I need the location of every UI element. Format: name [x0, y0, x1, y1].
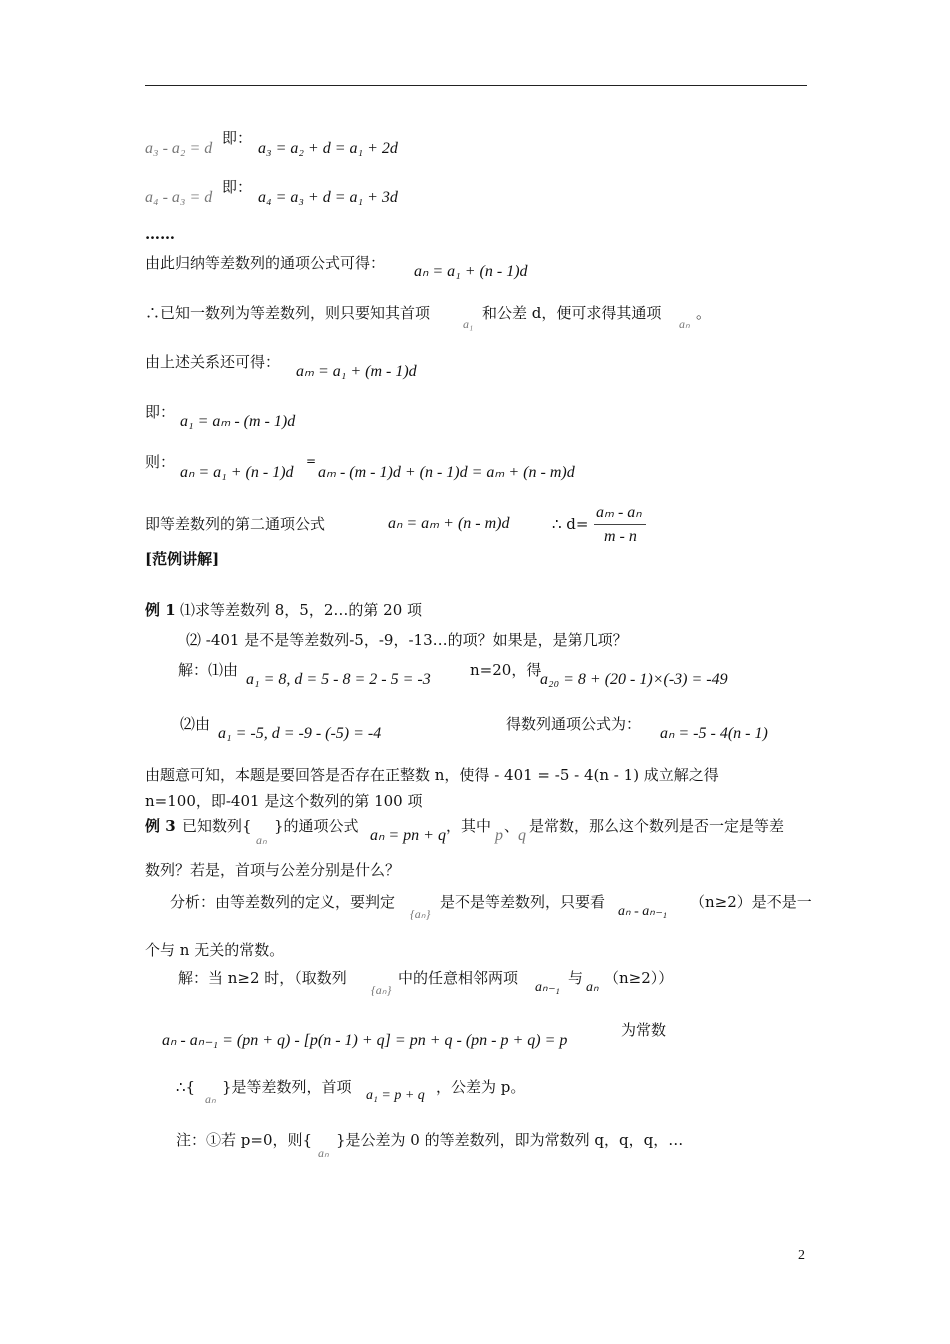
- note-text-2: }是公差为 0 的等差数列，即为常数列 q，q，q，…: [336, 1131, 684, 1149]
- symbol-an: aₙ: [256, 833, 267, 847]
- symbol-q: q: [518, 827, 526, 844]
- set-an: {aₙ}: [410, 907, 431, 921]
- analysis-text: 分析：由等差数列的定义，要判定: [170, 893, 396, 911]
- second-formula-text: 即等差数列的第二通项公式: [145, 515, 326, 533]
- label-ji: 即：: [145, 403, 176, 421]
- solution-2-text: ⑵由: [180, 715, 211, 733]
- solution-2-formula: a₁ = -5, d = -9 - (-5) = -4: [218, 725, 382, 742]
- example-1-question-1: ⑴求等差数列 8，5，2…的第 20 项: [180, 601, 423, 619]
- therefore-text-2: 和公差 d，便可求得其通项: [482, 304, 662, 322]
- solution-1-formula: a₁ = 8, d = 5 - 8 = 2 - 5 = -3: [246, 671, 431, 688]
- equals-sign: =: [306, 454, 317, 468]
- ellipsis: ……: [145, 225, 175, 243]
- solution-text-3: 与: [568, 969, 584, 987]
- symbol-an: aₙ: [205, 1092, 216, 1106]
- solution-2-mid: 得数列通项公式为：: [506, 715, 642, 733]
- induction-text: 由此归纳等差数列的通项公式可得：: [145, 254, 386, 272]
- example-3-label: 例 3: [145, 817, 176, 835]
- fraction-bar: [594, 524, 646, 525]
- conclusion-text-3: ，公差为 p。: [436, 1078, 526, 1096]
- page-number: 2: [798, 1248, 805, 1263]
- section-heading: [范例讲解]: [145, 550, 220, 568]
- example-3-text-4: 是常数，那么这个数列是否一定是等差: [529, 817, 785, 835]
- symbol-an: aₙ: [586, 980, 599, 995]
- solution-2-result: aₙ = -5 - 4(n - 1): [660, 725, 768, 742]
- relation-text: 由上述关系还可得：: [145, 353, 281, 371]
- conclusion-text: ∴{: [176, 1078, 196, 1096]
- symbol-p: p: [495, 827, 503, 844]
- first-term-formula: a₁ = p + q: [366, 1088, 425, 1103]
- solution-text-2: 中的任意相邻两项: [398, 969, 519, 987]
- is-constant: 为常数: [621, 1021, 667, 1039]
- analysis-text-2: 是不是等差数列，只要看: [440, 893, 606, 911]
- note-text: 注：①若 p=0，则{: [176, 1131, 313, 1149]
- fraction-numerator: aₘ - aₙ: [596, 504, 642, 521]
- separator: 、: [504, 817, 520, 835]
- analysis-line-2: 个与 n 无关的常数。: [145, 941, 285, 959]
- difference-formula: aₙ - aₙ₋₁: [618, 904, 668, 919]
- example-3-text-3: ，其中: [446, 817, 492, 835]
- solution-3-line-2: n=100，即-401 是这个数列的第 100 项: [145, 792, 423, 810]
- second-general-formula: aₙ = aₘ + (n - m)d: [388, 515, 510, 532]
- label-ze: 则：: [145, 453, 176, 471]
- example-1-label: 例 1: [145, 601, 176, 619]
- conclusion-text-2: }是等差数列，首项: [222, 1078, 352, 1096]
- general-term-formula: aₙ = a₁ + (n - 1)d: [414, 263, 528, 280]
- period: 。: [696, 304, 712, 322]
- solution-3-line-1: 由题意可知，本题是要回答是否存在正整数 n，使得 - 401 = -5 - 4(n - 1) 成立解之得: [145, 766, 719, 784]
- symbol-an: aₙ: [679, 317, 690, 331]
- solution-1-n: n=20，得: [470, 661, 542, 679]
- solution-text-4: （n≥2））: [604, 969, 674, 987]
- an-formula-part2: aₘ - (m - 1)d + (n - 1)d = aₘ + (n - m)d: [318, 464, 575, 481]
- symbol-a1: a₁: [463, 317, 474, 331]
- an-formula-part1: aₙ = a₁ + (n - 1)d: [180, 464, 294, 481]
- fraction-denominator: m - n: [604, 528, 637, 545]
- am-formula: aₘ = a₁ + (m - 1)d: [296, 363, 417, 380]
- example-3-formula: aₙ = pn + q: [370, 827, 446, 844]
- formula-a4-minus-a3: a₄ - a₃ = d: [145, 189, 213, 206]
- a1-formula: a₁ = aₘ - (m - 1)d: [180, 413, 296, 430]
- example-3-text-2: }的通项公式: [274, 817, 359, 835]
- solution-1-result: a₂₀ = 8 + (20 - 1)×(-3) = -49: [540, 671, 728, 688]
- difference-derivation: aₙ - aₙ₋₁ = (pn + q) - [p(n - 1) + q] = pn + q - (pn - p + q) = p: [162, 1032, 568, 1049]
- therefore-text: ∴已知一数列为等差数列，则只要知其首项: [145, 304, 431, 322]
- example-3-text: 已知数列{: [182, 817, 252, 835]
- solution-1-text: 解：⑴由: [178, 661, 239, 679]
- symbol-an-1: aₙ₋₁: [535, 980, 560, 995]
- header-rule: [145, 85, 807, 86]
- solution-text: 解：当 n≥2 时，（取数列: [178, 969, 347, 987]
- therefore-d: ∴ d=: [552, 515, 589, 533]
- analysis-text-3: （n≥2）是不是一: [690, 893, 812, 911]
- formula-a4: a₄ = a₃ + d = a₁ + 3d: [258, 189, 398, 206]
- set-an: {aₙ}: [371, 983, 392, 997]
- formula-a3-minus-a2: a₃ - a₂ = d: [145, 140, 213, 157]
- example-3-line-2: 数列？若是，首项与公差分别是什么？: [145, 861, 401, 879]
- label-ji: 即：: [222, 178, 253, 196]
- example-1-question-2: ⑵ -401 是不是等差数列-5，-9，-13…的项？如果是，是第几项？: [186, 631, 628, 649]
- label-ji: 即：: [222, 129, 253, 147]
- symbol-an: aₙ: [318, 1146, 329, 1160]
- formula-a3: a₃ = a₂ + d = a₁ + 2d: [258, 140, 398, 157]
